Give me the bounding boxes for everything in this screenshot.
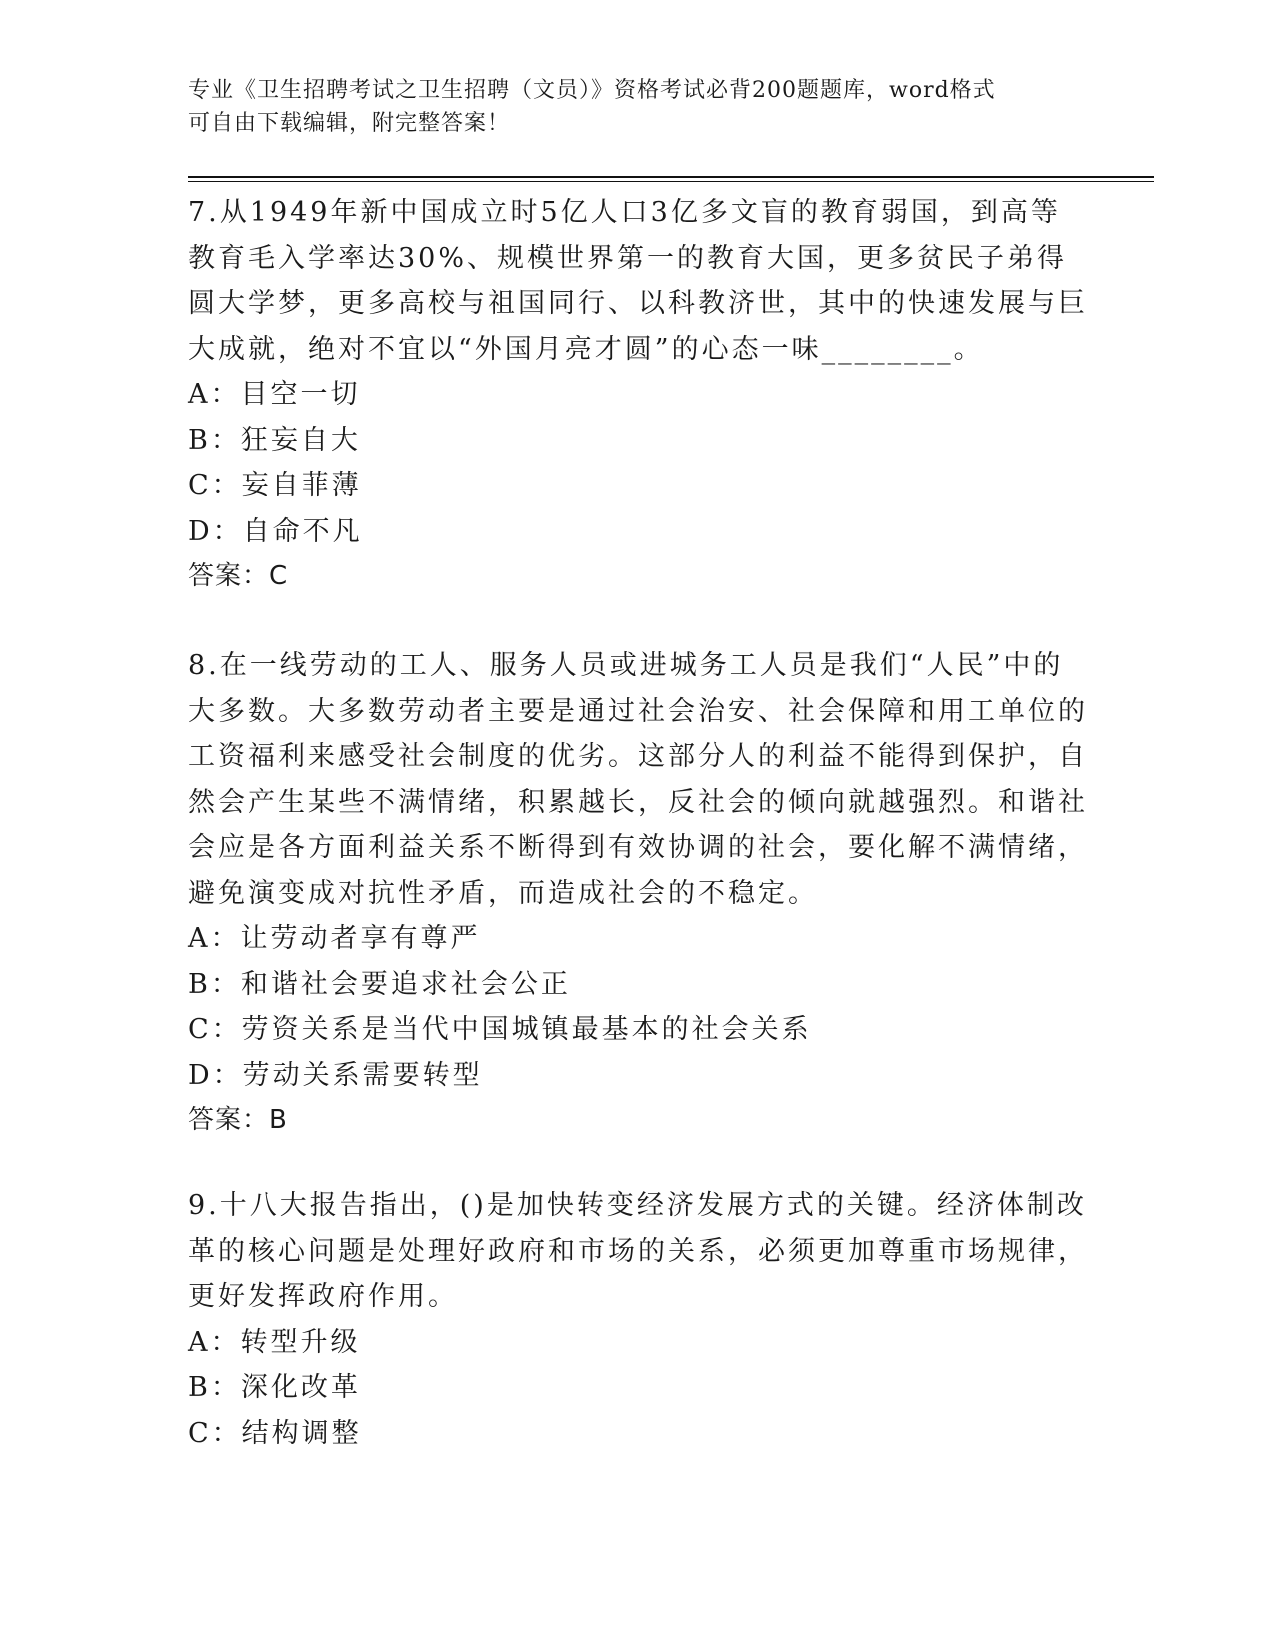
header-line-1: 专业《卫生招聘考试之卫生招聘（文员）》资格考试必背200题题库，word格式 (188, 78, 996, 103)
question-7 (188, 190, 1088, 600)
option-d: D：自命不凡 (188, 515, 363, 547)
question-8 (188, 643, 1088, 1144)
header-divider-thin (188, 181, 1154, 182)
option-b: B：狂妄自大 (188, 424, 361, 456)
header-divider-thick (188, 176, 1154, 178)
option-b: B：和谐社会要追求社会公正 (188, 968, 571, 1000)
option-a: A：转型升级 (188, 1326, 361, 1358)
option-a: A：目空一切 (188, 379, 361, 410)
question-text: 7.从1949年新中国成立时5亿人口3亿多文盲的教育弱国，到高等教育毛入学率达30%、规模世界第一的教育大国，更多贫民子弟得圆大学梦，更多高校与祖国同行、以科教济世，其中的快速发展与巨大成就，绝对不宜以“外国月亮才圆”的心态一味________。 (188, 197, 1088, 365)
option-d: D：劳动关系需要转型 (188, 1059, 483, 1091)
option-b: B：深化改革 (188, 1372, 361, 1403)
answer: 答案：C (188, 561, 289, 591)
question-text: 8.在一线劳动的工人、服务人员或进城务工人员是我们“人民”中的大多数。大多数劳动者主要是通过社会治安、社会保障和用工单位的工资福利来感受社会制度的优劣。这部分人的利益不能得到保护，自然会产生某些不满情绪，积累越长，反社会的倾向就越强烈。和谐社会应是各方面利益关系不断得到有效协调的社会，要化解不满情绪，避免演变成对抗性矛盾，而造成社会的不稳定。 (188, 650, 1088, 909)
option-c: C：妄自菲薄 (188, 470, 362, 501)
question-9 (188, 1183, 1088, 1456)
question-text: 9.十八大报告指出，()是加快转变经济发展方式的关键。经济体制改革的核心问题是处理好政府和市场的关系，必须更加尊重市场规律，更好发挥政府作用。 (188, 1190, 1088, 1312)
option-a: A：让劳动者享有尊严 (188, 923, 481, 954)
header-line-2: 可自由下载编辑，附完整答案！ (188, 111, 511, 136)
document-header (188, 74, 1088, 140)
option-c: C：劳资关系是当代中国城镇最基本的社会关系 (188, 1014, 812, 1045)
option-c: C：结构调整 (188, 1417, 362, 1449)
answer: 答案：B (188, 1105, 288, 1135)
